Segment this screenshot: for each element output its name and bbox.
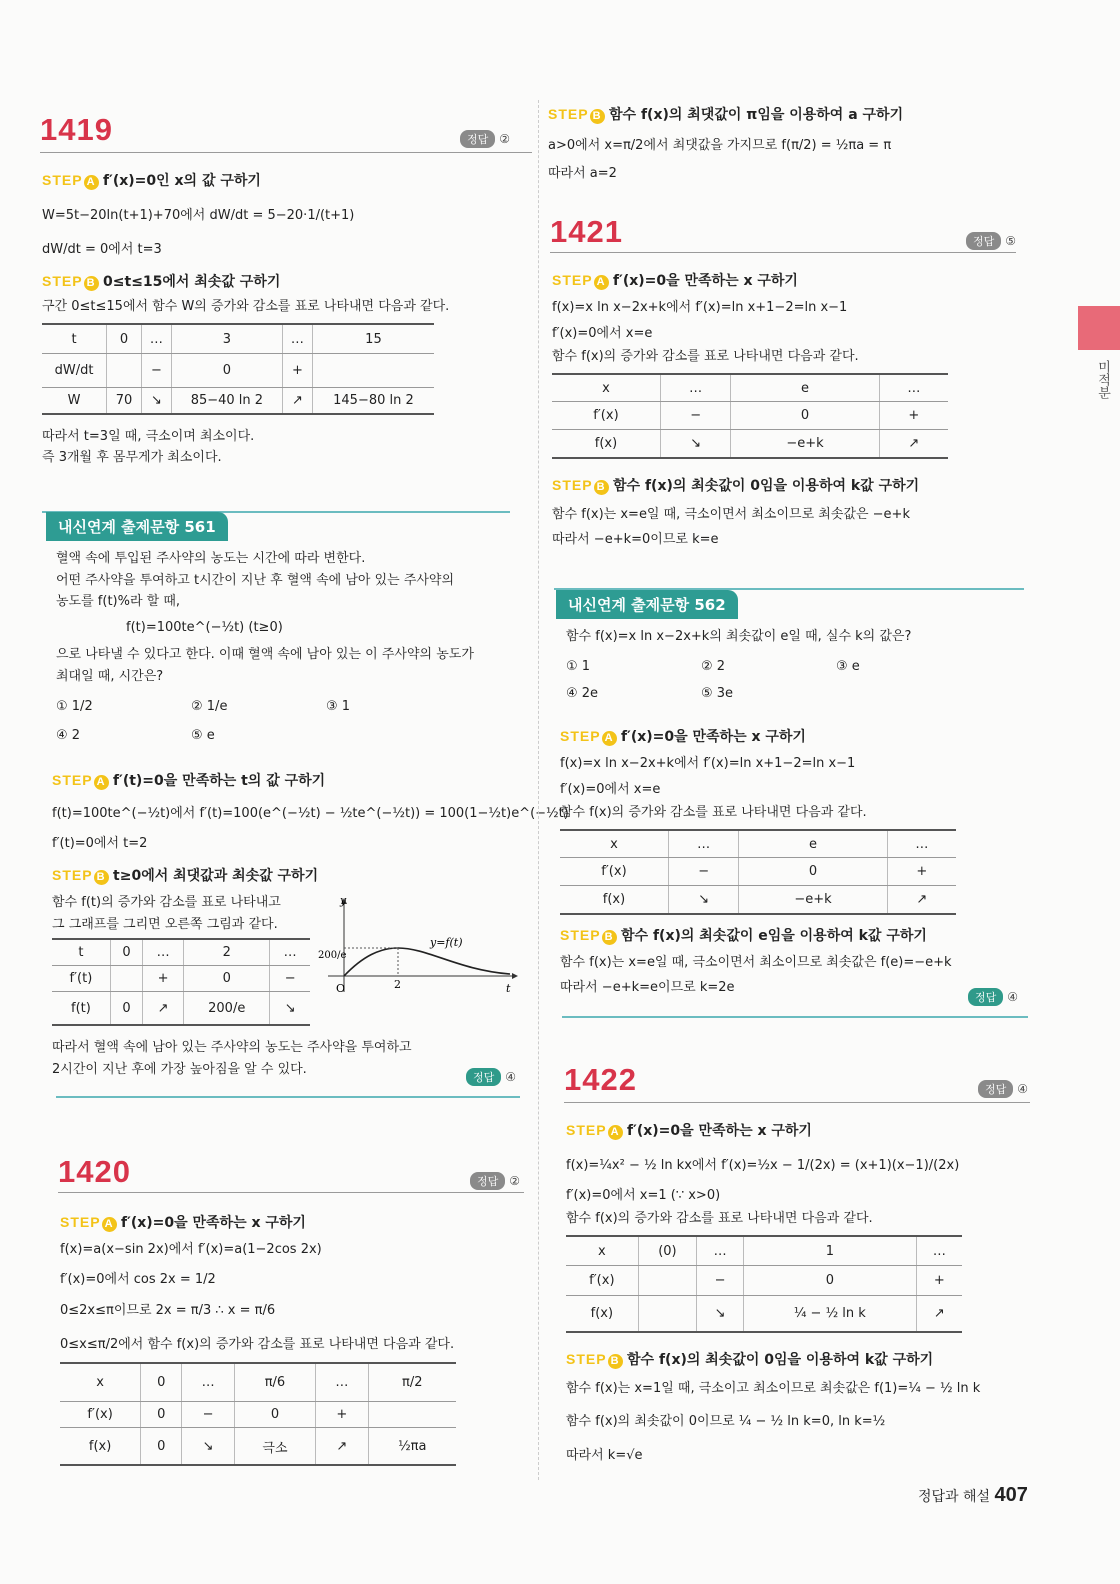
step-a-line-1: f(t)=100te^(−½t)에서 f′(t)=100(e^(−½t) − ½te^(−½t)) = 100(1−½t)e^(−½t)	[52, 806, 569, 821]
step-b: STEP B t≥0에서 최댓값과 최솟값 구하기	[52, 867, 319, 885]
step-a: STEP A f′(x)=0을 만족하는 x 구하기	[566, 1122, 812, 1139]
step-a-line-4: 0≤x≤π/2에서 함수 f(x)의 증가와 감소를 표로 나타내면 다음과 같다.	[60, 1336, 455, 1352]
step-a-line-2: f′(x)=0에서 x=e	[552, 325, 653, 341]
conclusion-line-2: 2시간이 지난 후에 가장 높아짐을 알 수 있다.	[52, 1061, 307, 1077]
conclusion-line-2: 즉 3개월 후 몸무게가 최소이다.	[42, 450, 222, 466]
step-b-line-1: 함수 f(t)의 증가와 감소를 표로 나타내고	[52, 895, 281, 911]
problem-number: 1422	[564, 1062, 637, 1097]
step-b-line-1: 함수 f(x)는 x=e일 때, 극소이면서 최소이므로 최솟값은 f(e)=−e+k	[560, 954, 952, 970]
choice[interactable]: ④ 2e	[566, 685, 599, 701]
variation-table: x … e … f′(x) − 0 + f(x) ↘ −e+k ↗	[552, 373, 948, 459]
step-a-line-3: 함수 f(x)의 증가와 감소를 표로 나타내면 다음과 같다.	[552, 349, 859, 365]
answer-badge: 정답 ②	[460, 130, 510, 148]
max-point-label: 2	[394, 978, 401, 991]
step-a-line-2: dW/dt = 0에서 t=3	[42, 241, 162, 257]
question-line: 어떤 주사약을 투여하고 t시간이 지난 후 혈액 속에 남아 있는 주사약의	[56, 572, 455, 588]
function-graph	[318, 896, 518, 996]
variation-table: x … e … f′(x) − 0 + f(x) ↘ −e+k ↗	[560, 829, 956, 915]
chapter-tab	[1078, 306, 1120, 350]
choice[interactable]: ① 1/2	[56, 698, 93, 714]
y-axis-label: y	[340, 896, 347, 907]
problem-number: 1420	[58, 1154, 131, 1189]
page-footer	[918, 1484, 1028, 1507]
step-a-line-3: 0≤2x≤π이므로 2x = π/3 ∴ x = π/6	[60, 1303, 276, 1319]
origin-label: O	[336, 982, 346, 995]
choice[interactable]: ② 1/e	[191, 698, 228, 714]
divider	[550, 252, 1016, 253]
page-number: 407	[994, 1484, 1028, 1506]
choice[interactable]: ① 1	[566, 658, 591, 674]
problem-1422	[564, 1062, 1028, 1098]
conclusion-line-1: 따라서 t=3일 때, 극소이며 최소이다.	[42, 428, 255, 444]
step-b-line-1: 함수 f(x)는 x=e일 때, 극소이면서 최소이므로 최솟값은 −e+k	[552, 506, 910, 522]
step-a-line-2: f′(x)=0에서 cos 2x = 1/2	[60, 1271, 216, 1287]
step-b: STEP B 함수 f(x)의 최솟값이 0임을 이용하여 k값 구하기	[566, 1350, 934, 1368]
step-a-line-2: f′(x)=0에서 x=e	[560, 781, 661, 797]
question-line: 함수 f(x)=x ln x−2x+k의 최솟값이 e일 때, 실수 k의 값은?	[566, 629, 912, 644]
step-b: STEP B 함수 f(x)의 최솟값이 0임을 이용하여 k값 구하기	[552, 476, 920, 494]
answer-badge: 정답 ②	[470, 1172, 520, 1190]
answer-badge: 정답 ④	[968, 988, 1018, 1006]
step-b-line-2: 그 그래프를 그리면 오른쪽 그림과 같다.	[52, 916, 278, 932]
solution-1421	[552, 270, 1022, 548]
step-b-line-1: 구간 0≤t≤15에서 함수 W의 증가와 감소를 표로 나타내면 다음과 같다.	[42, 299, 450, 315]
choices	[56, 699, 516, 743]
choice[interactable]: ④ 2	[56, 727, 81, 743]
step-a: STEP A f′(t)=0을 만족하는 t의 값 구하기	[52, 772, 326, 789]
footer-label: 정답과 해설	[918, 1489, 991, 1505]
problem-number: 1421	[550, 214, 623, 249]
question-line: 으로 나타낼 수 있다고 한다. 이때 혈액 속에 남아 있는 이 주사약의 농도가	[56, 647, 474, 663]
step-a-line-1: f(x)=¼x² − ½ ln kx에서 f′(x)=½x − 1/(2x) = (x+1)(x−1)/(2x)	[566, 1158, 960, 1173]
box-bottom-rule	[562, 1016, 1028, 1018]
curve-label: y=f(t)	[430, 936, 463, 949]
step-a-line-2: f′(x)=0에서 x=1 (∵ x>0)	[566, 1187, 721, 1203]
choice[interactable]: ③ e	[836, 658, 860, 674]
t-axis-label: t	[506, 982, 511, 995]
variation-table: t 0 … 2 … f′(t) + 0 − f(t) 0 ↗ 200/e ↘	[52, 938, 310, 1026]
step-a-line-1: f(x)=x ln x−2x+k에서 f′(x)=ln x+1−2=ln x−1	[552, 300, 848, 315]
curve	[344, 948, 510, 976]
formula: f(t)=100te^(−½t) (t≥0)	[126, 619, 283, 635]
step-b-line-2: 따라서 −e+k=e이므로 k=2e	[560, 980, 735, 996]
question-line: 혈액 속에 투입된 주사약의 농도는 시간에 따라 변한다.	[56, 551, 366, 566]
answer-badge: 정답 ④	[466, 1068, 516, 1086]
variation-table: x 0 … π/6 … π/2 f′(x) 0 − 0 + f(x) 0 ↘ 극소 ↗ ½πa	[60, 1362, 456, 1466]
step-b-line-2: 따라서 a=2	[548, 165, 617, 181]
answer-badge: 정답 ④	[978, 1080, 1028, 1098]
box-title: 내신연계 출제문항 562	[556, 590, 738, 619]
solution-562	[560, 726, 1030, 996]
column-separator	[538, 100, 539, 1480]
divider	[40, 152, 532, 153]
chapter-tab-label: 미적분	[1095, 360, 1110, 399]
step-b: STEP B 함수 f(x)의 최댓값이 π임을 이용하여 a 구하기	[548, 106, 904, 123]
step-b: STEP B 함수 f(x)의 최솟값이 e임을 이용하여 k값 구하기	[560, 926, 927, 944]
solution-1422	[566, 1120, 1036, 1464]
step-b-line-2: 함수 f(x)의 최솟값이 0이므로 ¼ − ½ ln k=0, ln k=½	[566, 1414, 886, 1430]
step-a-line-3: 함수 f(x)의 증가와 감소를 표로 나타내면 다음과 같다.	[560, 805, 867, 821]
question-line: 최대일 때, 시간은?	[56, 668, 164, 684]
t-axis-arrow	[512, 973, 518, 979]
choice[interactable]: ⑤ e	[191, 727, 215, 743]
question-line: 농도를 f(t)%라 할 때,	[56, 594, 181, 610]
conclusion-line-1: 따라서 혈액 속에 남아 있는 주사약의 농도는 주사약을 투여하고	[52, 1040, 412, 1056]
solution-1420-step-b	[548, 104, 1018, 181]
box-title: 내신연계 출제문항 561	[46, 512, 228, 541]
problem-number: 1419	[40, 112, 113, 147]
problem-1420	[58, 1154, 520, 1190]
divider	[564, 1102, 1030, 1103]
divider	[58, 1192, 524, 1193]
choice[interactable]: ② 2	[701, 658, 726, 674]
step-a-line-1: f(x)=x ln x−2x+k에서 f′(x)=ln x+1−2=ln x−1	[560, 756, 856, 771]
problem-1419	[40, 112, 510, 148]
problem-1421	[550, 214, 1016, 250]
step-a: STEP A f′(x)=0인 x의 값 구하기	[42, 172, 261, 189]
step-b-line-3: 따라서 k=√e	[566, 1447, 643, 1463]
step-b-line-1: 함수 f(x)는 x=1일 때, 극소이고 최소이므로 최솟값은 f(1)=¼ − ½ ln k	[566, 1380, 981, 1396]
step-b-line-2: 따라서 −e+k=0이므로 k=e	[552, 532, 719, 548]
step-a-line-2: f′(t)=0에서 t=2	[52, 835, 148, 851]
solution-1419	[42, 170, 522, 466]
step-b: STEP B 0≤t≤15에서 최솟값 구하기	[42, 273, 281, 291]
solution-1420	[60, 1212, 530, 1466]
step-a: STEP A f′(x)=0을 만족하는 x 구하기	[552, 272, 798, 289]
box-bottom-rule	[56, 1096, 520, 1098]
step-a-line-3: 함수 f(x)의 증가와 감소를 표로 나타내면 다음과 같다.	[566, 1211, 873, 1227]
answer-badge: 정답 ⑤	[966, 232, 1016, 250]
choice[interactable]: ③ 1	[326, 698, 351, 714]
max-value-label: 200/e	[318, 950, 347, 961]
step-a: STEP A f′(x)=0을 만족하는 x 구하기	[60, 1214, 306, 1231]
related-problem-561	[46, 512, 516, 743]
variation-table: x (0) … 1 … f′(x) − 0 + f(x) ↘ ¼ − ½ ln k ↗	[566, 1235, 962, 1333]
step-b-line-1: a>0에서 x=π/2에서 최댓값을 가지므로 f(π/2) = ½πa = π	[548, 138, 892, 153]
related-problem-562	[556, 590, 1026, 701]
variation-table: t 0 … 3 … 15 dW/dt − 0 + W 70 ↘ 85−40 ln 2 ↗ 145−80 ln 2	[42, 323, 434, 415]
choices	[566, 659, 1026, 701]
step-a-line-1: W=5t−20ln(t+1)+70에서 dW/dt = 5−20·1/(t+1)	[42, 208, 355, 223]
step-a: STEP A f′(x)=0을 만족하는 x 구하기	[560, 728, 806, 745]
step-a-line-1: f(x)=a(x−sin 2x)에서 f′(x)=a(1−2cos 2x)	[60, 1242, 322, 1257]
choice[interactable]: ⑤ 3e	[701, 685, 734, 701]
